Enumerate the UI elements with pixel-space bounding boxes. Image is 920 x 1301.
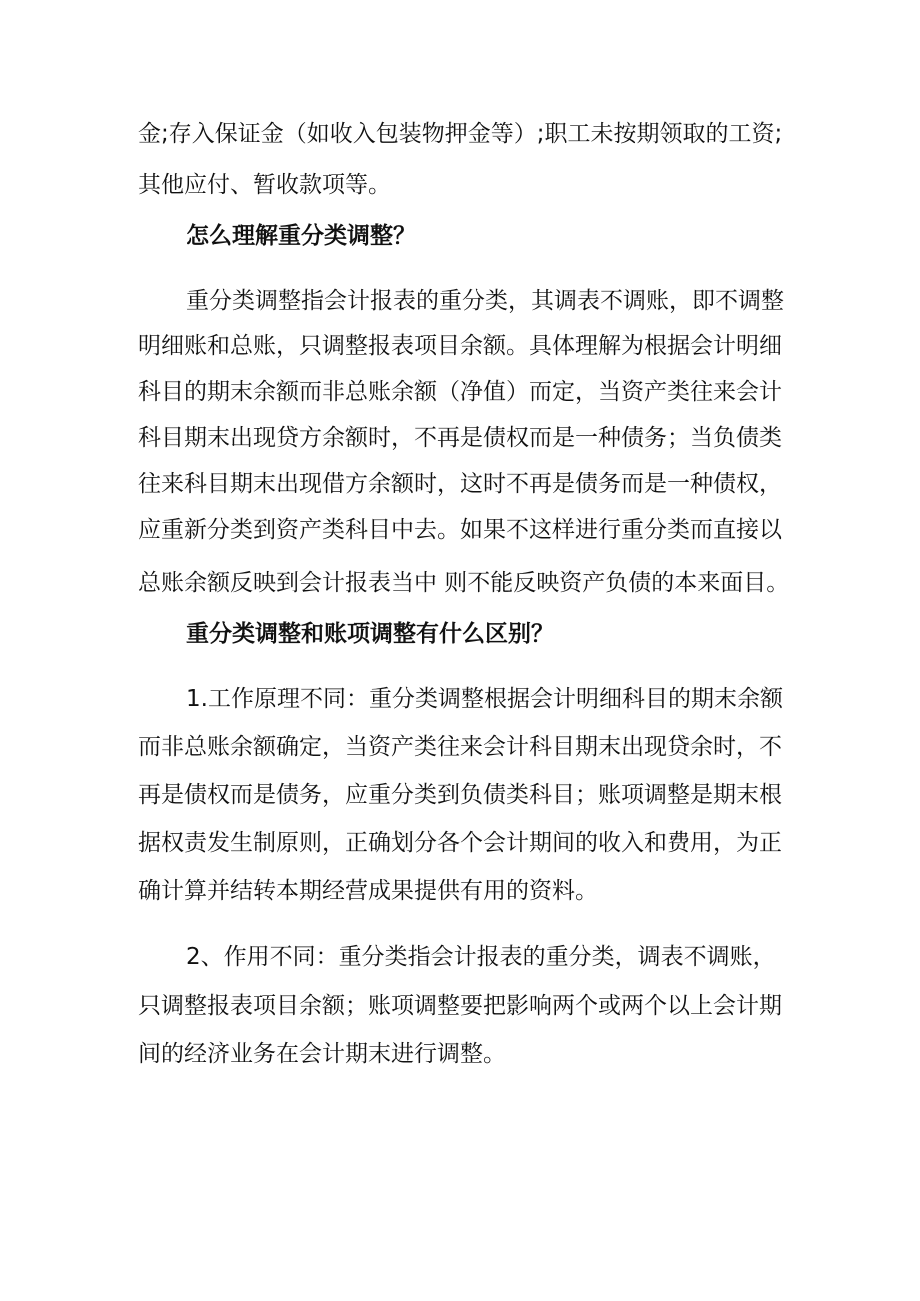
paragraph-line: 往来科目期末出现借方余额时，这时不再是债务而是一种债权，	[138, 471, 782, 497]
section-heading: 怎么理解重分类调整？	[186, 223, 416, 249]
paragraph-line: 而非总账余额确定，当资产类往来会计科目期末出现贷余时，不	[138, 734, 782, 760]
paragraph-line: 1.工作原理不同：重分类调整根据会计明细科目的期末余额	[186, 686, 783, 712]
paragraph-line: 明细账和总账，只调整报表项目余额。具体理解为根据会计明细	[138, 333, 782, 359]
paragraph-line: 重分类调整指会计报表的重分类，其调表不调账，即不调整	[186, 288, 784, 314]
section-heading: 重分类调整和账项调整有什么区别？	[186, 621, 554, 647]
paragraph-line: 科目的期末余额而非总账余额（净值）而定，当资产类往来会计	[138, 379, 782, 405]
paragraph-line: 科目期末出现贷方余额时，不再是债权而是一种债务；当负债类	[138, 425, 782, 451]
paragraph-line: 再是债权而是债务，应重分类到负债类科目；账项调整是期末根	[138, 782, 782, 808]
paragraph-line: 间的经济业务在会计期末进行调整。	[138, 1041, 506, 1067]
paragraph-line: 只调整报表项目余额；账项调整要把影响两个或两个以上会计期	[138, 993, 782, 1019]
paragraph-line: 确计算并结转本期经营成果提供有用的资料。	[138, 878, 598, 904]
paragraph-line: 总账余额反映到会计报表当中 则不能反映资产负债的本来面目。	[138, 570, 790, 596]
paragraph-line: 2、作用不同：重分类指会计报表的重分类，调表不调账，	[186, 944, 776, 970]
paragraph-line: 应重新分类到资产类科目中去。如果不这样进行重分类而直接以	[138, 517, 782, 543]
paragraph-line: 据权责发生制原则，正确划分各个会计期间的收入和费用，为正	[138, 830, 782, 856]
paragraph-line: 金;存入保证金（如收入包装物押金等）;职工未按期领取的工资;	[138, 121, 783, 147]
paragraph-line: 其他应付、暂收款项等。	[138, 172, 391, 198]
